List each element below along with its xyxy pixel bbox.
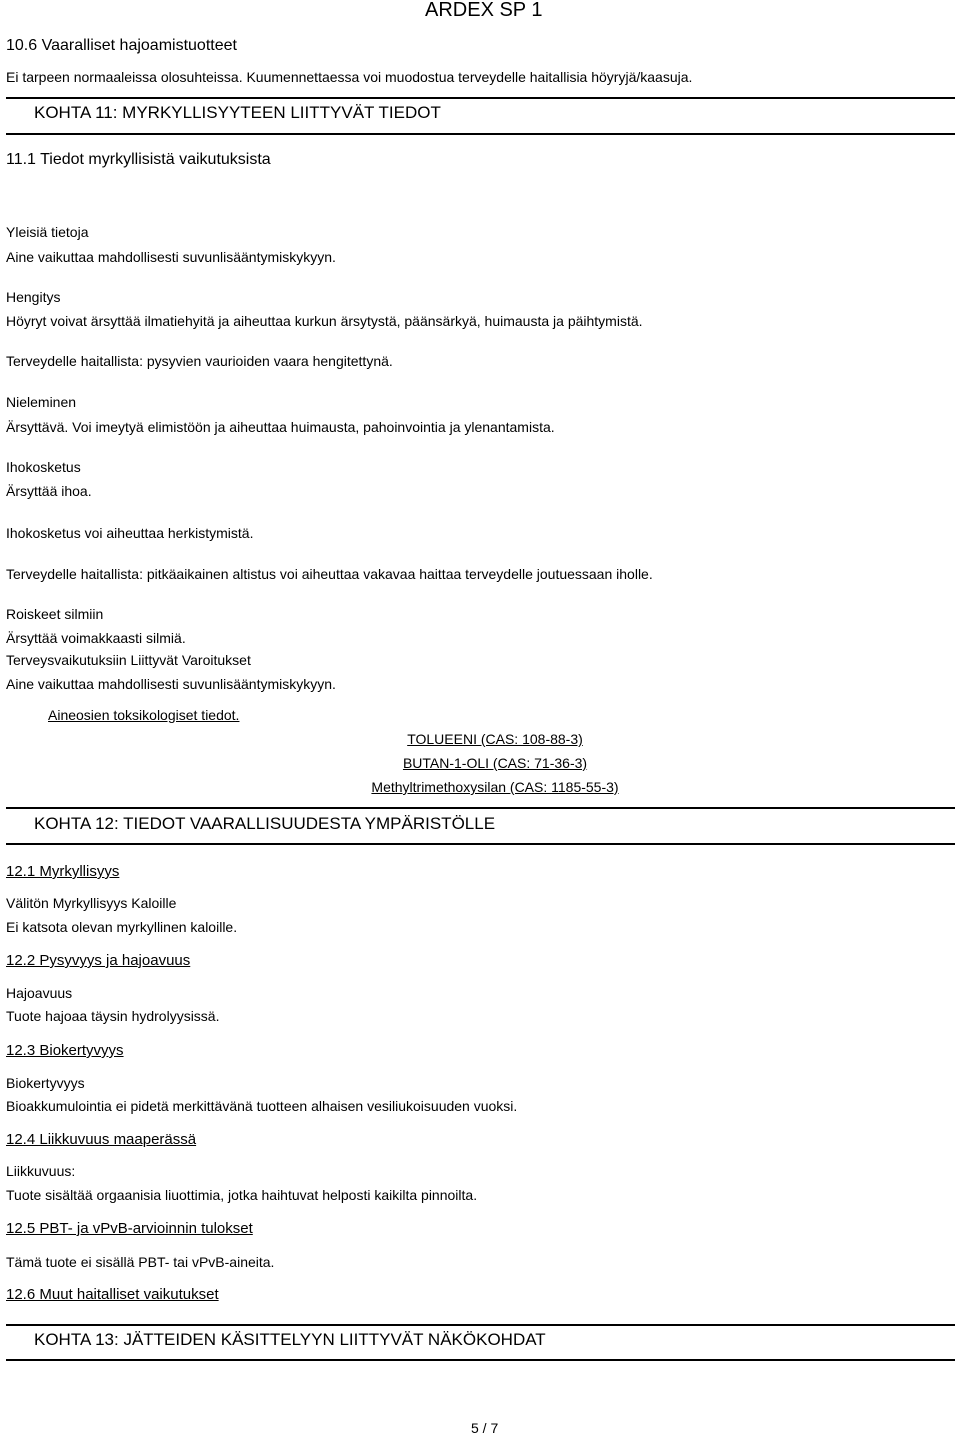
section-12-6-heading: 12.6 Muut haitalliset vaikutukset <box>6 1286 219 1303</box>
section-11-rule <box>6 97 955 99</box>
section-12-1-heading: 12.1 Myrkyllisyys <box>6 863 120 880</box>
health-warnings-label: Terveysvaikutuksiin Liittyvät Varoitukset <box>6 652 251 668</box>
ingestion-text: Ärsyttävä. Voi imeytyä elimistöön ja aiheuttaa huimausta, pahoinvointia ja ylenantamista. <box>6 419 555 435</box>
general-info-text: Aine vaikuttaa mahdollisesti suvunlisääntymiskykyyn. <box>6 249 336 265</box>
skin-contact-label: Ihokosketus <box>6 459 81 475</box>
inhalation-hazard: Terveydelle haitallista: pysyvien vaurioiden vaara hengitettynä. <box>6 353 393 369</box>
section-12-rule <box>6 807 955 809</box>
inhalation-text: Höyryt voivat ärsyttää ilmatiehyitä ja aiheuttaa kurkun ärsytystä, päänsärkyä, huimausta ja päihtymistä. <box>6 313 643 329</box>
section-11-title: KOHTA 11: MYRKYLLISYYTEEN LIITTYVÄT TIEDOT <box>34 103 441 122</box>
mobility-text: Tuote sisältää orgaanisia liuottimia, jotka haihtuvat helposti kaikilta pinnoilta. <box>6 1187 478 1203</box>
pbt-text: Tämä tuote ei sisällä PBT- tai vPvB-aineita. <box>6 1254 275 1270</box>
inhalation-label: Hengitys <box>6 289 61 305</box>
health-warnings-text: Aine vaikuttaa mahdollisesti suvunlisääntymiskykyyn. <box>6 676 336 692</box>
toxicology-info-link: Aineosien toksikologiset tiedot. <box>48 707 240 723</box>
ingredient-item: Methyltrimethoxysilan (CAS: 1185-55-3) <box>371 779 619 795</box>
document-title: ARDEX SP 1 <box>425 0 543 21</box>
section-12-4-heading: 12.4 Liikkuvuus maaperässä <box>6 1131 197 1148</box>
ingredient-item: TOLUEENI (CAS: 108-88-3) <box>407 731 583 747</box>
page-number: 5 / 7 <box>471 1420 499 1436</box>
section-13-rule <box>6 1324 955 1326</box>
eye-contact-label: Roiskeet silmiin <box>6 606 104 622</box>
general-info-label: Yleisiä tietoja <box>6 224 89 240</box>
section-13-underline <box>6 1359 955 1361</box>
fish-toxicity-text: Ei katsota olevan myrkyllinen kaloille. <box>6 919 238 935</box>
section-11-underline <box>6 133 955 135</box>
eye-contact-text: Ärsyttää voimakkaasti silmiä. <box>6 630 186 646</box>
section-12-title: KOHTA 12: TIEDOT VAARALLISUUDESTA YMPÄRISTÖLLE <box>34 814 496 833</box>
bioaccumulation-label: Biokertyvyys <box>6 1075 85 1091</box>
degradability-text: Tuote hajoaa täysin hydrolyysissä. <box>6 1008 220 1024</box>
skin-contact-text: Ärsyttää ihoa. <box>6 483 92 499</box>
skin-hazard-text: Terveydelle haitallista: pitkäaikainen altistus voi aiheuttaa vakavaa haittaa terveydelle joutuessaan iholle. <box>6 566 653 582</box>
skin-sensitization-text: Ihokosketus voi aiheuttaa herkistymistä. <box>6 525 254 541</box>
section-12-underline <box>6 843 955 845</box>
ingestion-label: Nieleminen <box>6 394 77 410</box>
fish-toxicity-label: Välitön Myrkyllisyys Kaloille <box>6 895 177 911</box>
section-12-2-heading: 12.2 Pysyvyys ja hajoavuus <box>6 952 191 969</box>
section-12-5-heading: 12.5 PBT- ja vPvB-arvioinnin tulokset <box>6 1220 253 1237</box>
section-10-6-text: Ei tarpeen normaaleissa olosuhteissa. Kuumennettaessa voi muodostua terveydelle haitallisia höyryjä/kaasuja. <box>6 69 693 85</box>
degradability-label: Hajoavuus <box>6 985 73 1001</box>
section-13-title: KOHTA 13: JÄTTEIDEN KÄSITTELYYN LIITTYVÄT NÄKÖKOHDAT <box>34 1330 546 1349</box>
section-10-6-heading: 10.6 Vaaralliset hajoamistuotteet <box>6 37 237 54</box>
section-11-1-heading: 11.1 Tiedot myrkyllisistä vaikutuksista <box>6 151 271 168</box>
bioaccumulation-text: Bioakkumulointia ei pidetä merkittävänä tuotteen alhaisen vesiliukoisuuden vuoksi. <box>6 1098 518 1114</box>
ingredient-item: BUTAN-1-OLI (CAS: 71-36-3) <box>402 755 588 771</box>
mobility-label: Liikkuvuus: <box>6 1163 76 1179</box>
section-12-3-heading: 12.3 Biokertyvyys <box>6 1042 124 1059</box>
